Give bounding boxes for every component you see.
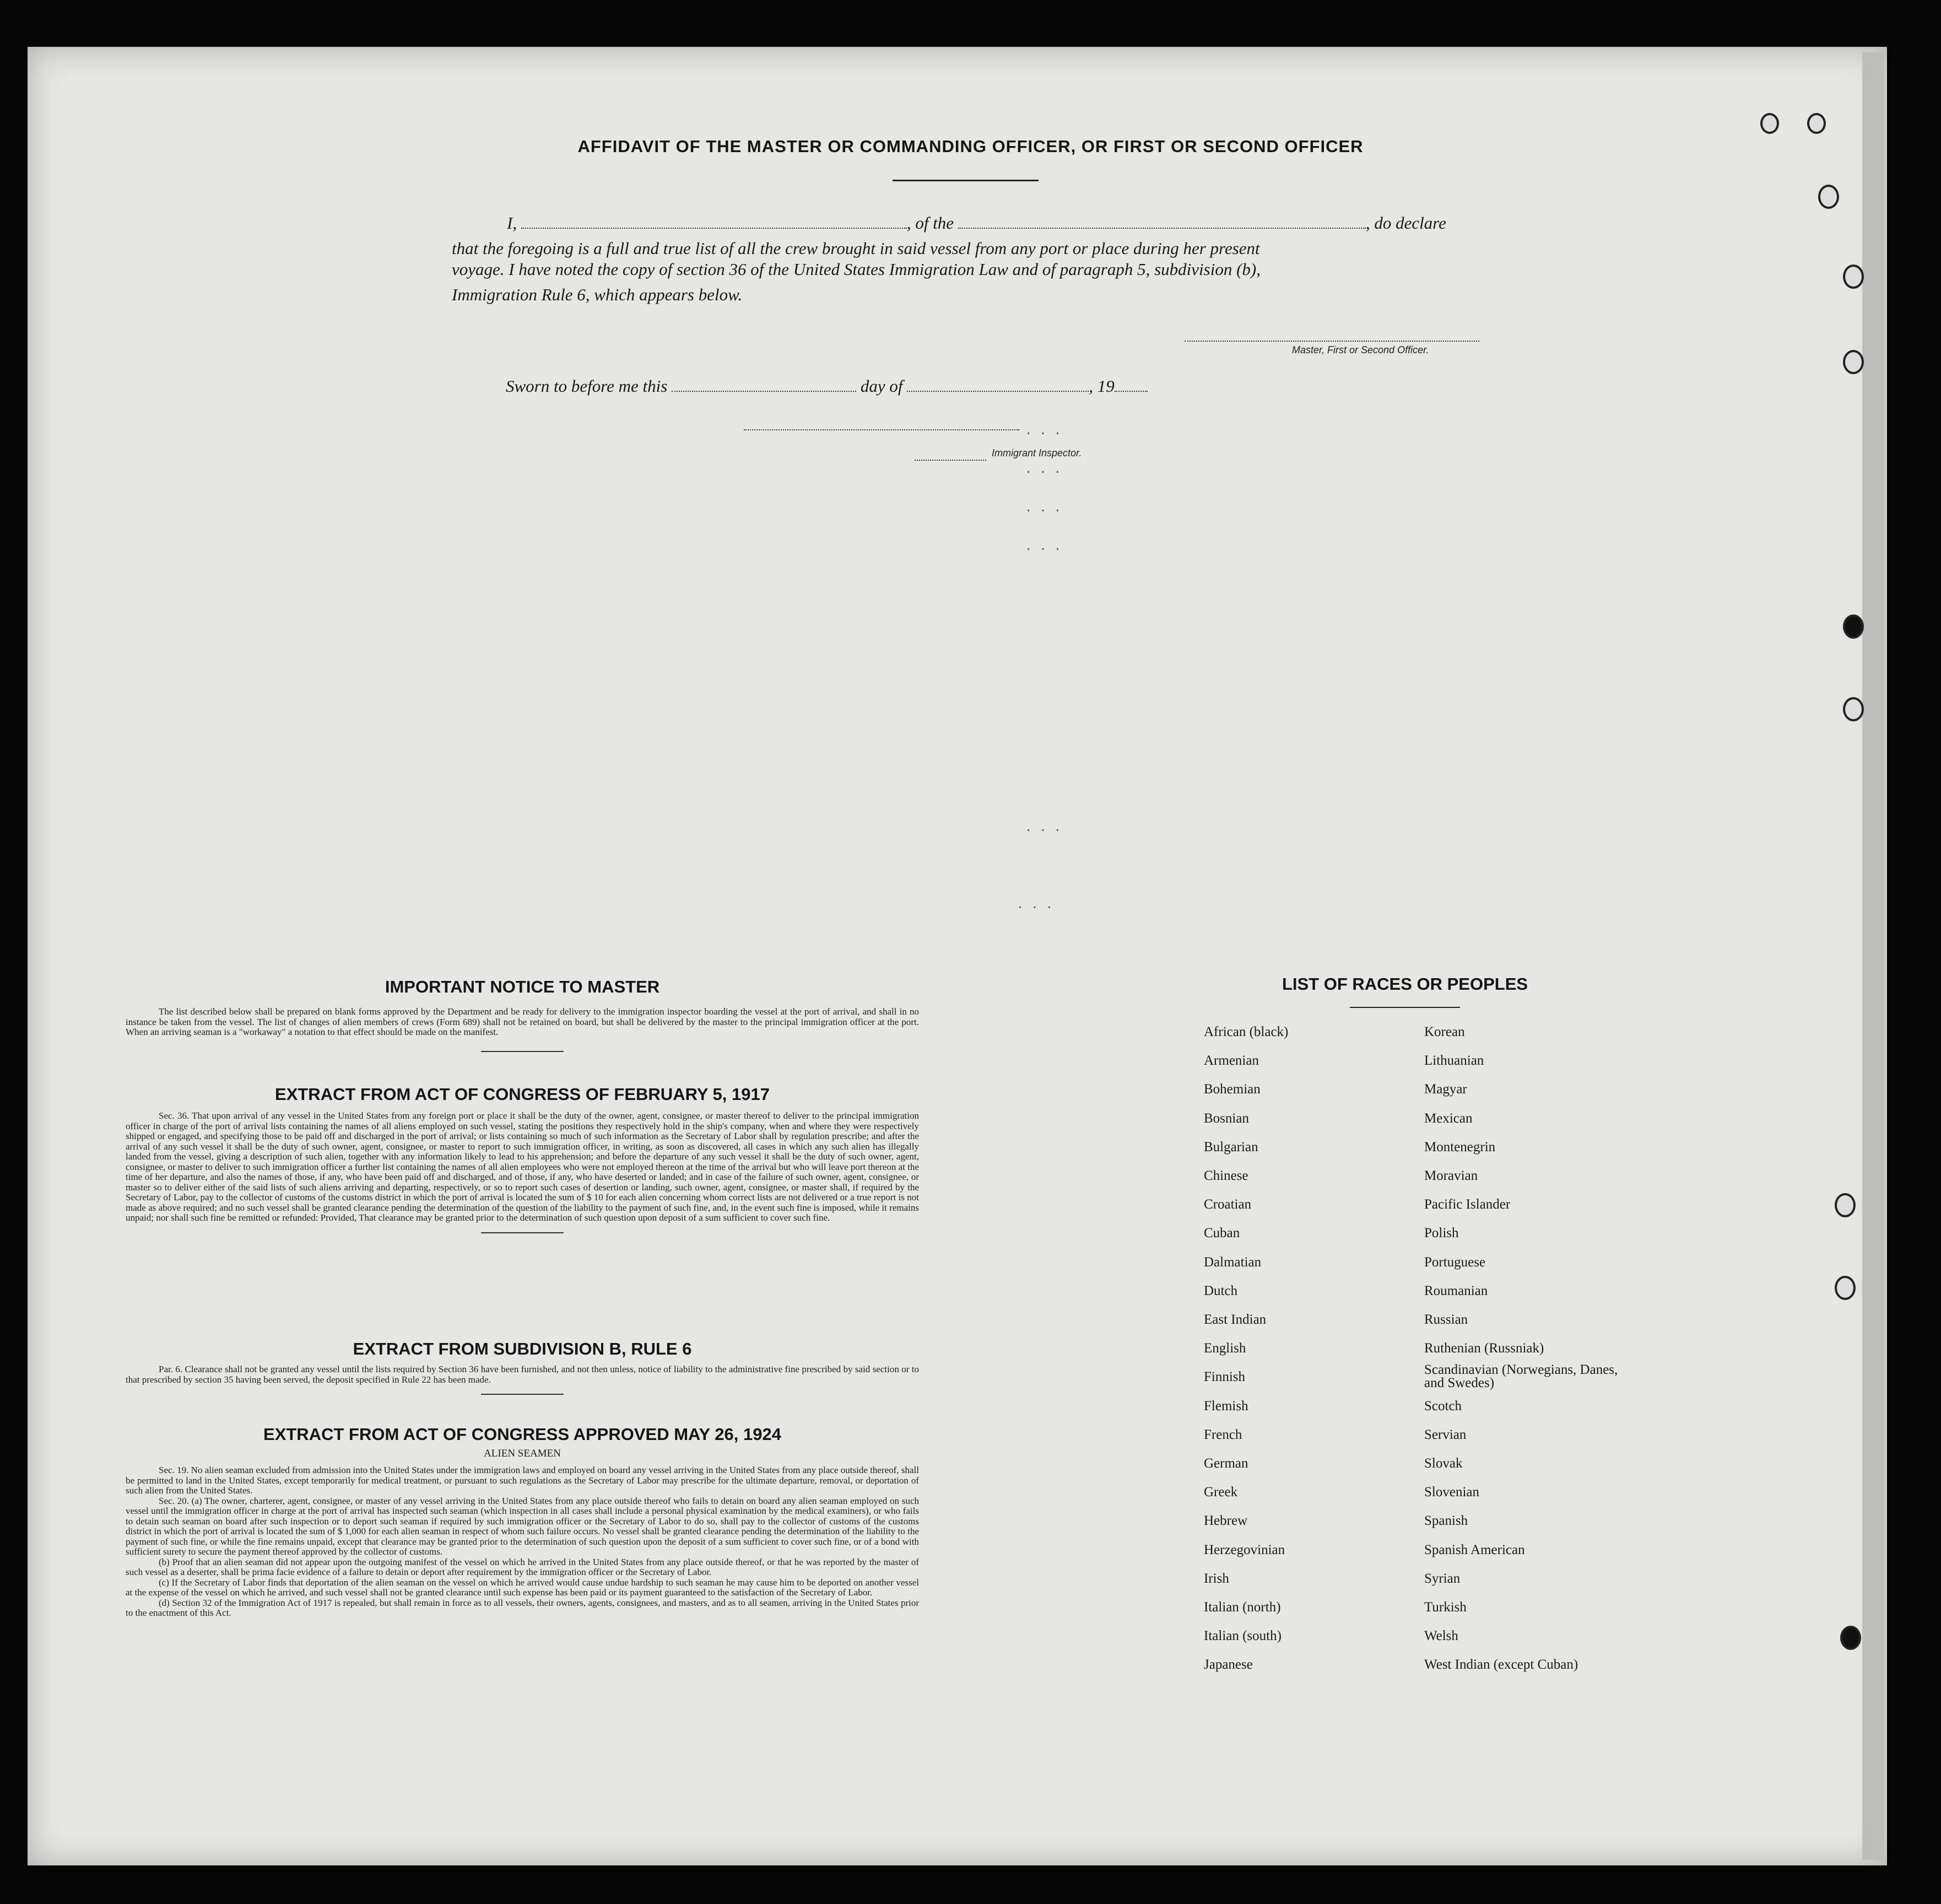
divider [893,180,1039,181]
master-signature-line[interactable] [1185,336,1479,342]
race-item: Italian (south) [1204,1628,1282,1644]
race-item: Bohemian [1204,1082,1261,1097]
notice-text: The list described below shall be prepared on blank forms approved by the Department and be ready for delivery to the immigration inspector boarding the vessel at the port of arrival, and shall in no instance be taken from the vessel. The list of changes of alien members of crews (Form 689) shall not be retained on board, but shall be delivered by the master to the principal immigration officer at the port. When an arriving seaman is a "workaway" a notation to that effect should be made on the manifest. [126,1006,919,1037]
races-title: LIST OF RACES OR PEOPLES [1282,974,1528,994]
race-item: Chinese [1204,1168,1248,1183]
race-item: Slovenian [1424,1485,1479,1500]
race-item: Welsh [1424,1628,1458,1644]
inspector-short-line [915,457,986,461]
do-declare-label: , do declare [1365,213,1446,233]
race-item: African (black) [1204,1024,1289,1039]
race-item: East Indian [1204,1312,1267,1327]
binder-hole [1818,185,1839,209]
race-item: Cuban [1204,1226,1240,1241]
race-item: Bosnian [1204,1110,1249,1126]
race-item: Lithuanian [1424,1053,1484,1069]
sworn-line [506,374,1536,399]
race-item: Pacific Islander [1424,1197,1511,1212]
divider [481,1232,564,1233]
of-the-label: , of the [906,213,954,233]
race-item: Montenegrin [1424,1139,1496,1155]
rule-6-text: Par. 6. Clearance shall not be granted any vessel until the lists required by Section 36 have been furnished, and not then unless, notice of liability to the administrative fine prescribed by said section or to that prescribed by section 35 having been served, the deposit specified in Rule 22 has been made. [126,1364,919,1385]
name-field[interactable] [521,228,907,229]
alien-seamen-subtitle: ALIEN SEAMEN [484,1448,561,1459]
race-item: Moravian [1424,1168,1478,1183]
race-item: Dutch [1204,1283,1238,1298]
race-item: Magyar [1424,1082,1467,1097]
race-item: Japanese [1204,1657,1253,1673]
rule-6-section [126,1339,919,1395]
inspector-signature-line[interactable] [744,427,1019,430]
sec-19-text: Sec. 19. No alien seaman excluded from admission into the United States under the immigration laws and employed on board any vessel arriving in the United States from any place outside thereof, shall be permitted to land in the United States, except temporarily for medical treatment, or pursuant to such regulations as the Secretary of Labor may prescribe for the ultimate departure, removal, or deportation of such alien from the United States. [126,1465,919,1496]
notice-title: IMPORTANT NOTICE TO MASTER [385,977,660,996]
affidavit-title: AFFIDAVIT OF THE MASTER OR COMMANDING OFFICER, OR FIRST OR SECOND OFFICER [577,137,1364,156]
race-item: English [1204,1341,1246,1356]
race-item: Spanish American [1424,1542,1525,1557]
race-item: Scotch [1424,1398,1462,1414]
extract-1917-text: Sec. 36. That upon arrival of any vessel in the United States from any foreign port or place it shall be the duty of the owner, agent, consignee, or master thereof to deliver to the principal immigration officer in charge of the port of arrival lists containing the names of all aliens employed on such vessel, stating the positions they respectively hold in the ship's company, when and where they were respectively shipped or engaged, and specifying those to be paid off and discharged in the port of arrival; or lists containing so much of such information as the Secretary of Labor shall by regulation prescribe; and after the arrival of any such vessel it shall be the duty of such owner, agent, consignee, or master to report to such immigration officer, in writing, as soon as discovered, all cases in which any such alien has illegally landed from the vessel, giving a description of such alien, together with any information likely to lead to his apprehension; and before the departure of any such vessel it shall be the duty of such owner, agent, consignee, or master to deliver to such immigration officer a further list containing the names of all alien employees who were not employed thereon at the time of the arrival but who will leave port thereon at the time of her departure, and also the names of those, if any, who have been paid off and discharged, and of those, if any, who have deserted or landed; and in case of the failure of such owner, agent, consignee, or master so to deliver either of the said lists of such aliens arriving and departing, respectively, or so to report such cases of desertion or landing, such owner, agent, consignee, or master shall, if required by the Secretary of Labor, pay to the collector of customs of the customs district in which the port of arrival is located the sum of $ 10 for each alien concerning whom correct lists are not delivered or a true report is not made as above required; and no such vessel shall be granted clearance pending the determination of the question of the liability to the payment of such fine, and, in the event such fine is imposed, while it remains unpaid; nor shall such fine be remitted or refunded: Provided, That clearance may be granted prior to the determination of such question upon deposit of a sum sufficient to cover such fine. [126,1110,919,1223]
month-field[interactable] [907,391,1089,392]
binder-hole [1835,1276,1856,1300]
i-label: I, [507,213,517,233]
race-item: French [1204,1427,1242,1442]
race-item: Mexican [1424,1110,1473,1126]
sec-20a-text: Sec. 20. (a) The owner, charterer, agent, consignee, or master of any vessel arriving in the United States from any place outside thereof who fails to detain on board any alien seaman employed on such vessel until the immigration officer in charge at the port of arrival has inspected such seaman (which inspection in all cases shall include a personal physical examination by the medical examiners), or who fails to detain such seaman on board after such inspection or to deport such seaman if required by such immigration officer or the Secretary of Labor to do so, shall pay to the collector of customs of the customs district in which the port of arrival is located the sum of $ 1,000 for each alien seaman in respect of whom such failure occurs. No vessel shall be granted clearance pending the determination of the liability to the payment of such fine, or while the fine remains unpaid, except that clearance may be granted prior to the determination of such question upon the deposit of a sum sufficient to cover such fine, or of a bond with sufficient surety to secure the payment thereof approved by the collector of customs. [126,1495,919,1557]
sworn-label: Sworn to before me this [506,376,668,396]
race-item: Portuguese [1424,1254,1486,1270]
extract-1917-title: EXTRACT FROM ACT OF CONGRESS OF FEBRUARY 5, 1917 [275,1085,770,1104]
race-item: Armenian [1204,1053,1259,1069]
year-label: , 19 [1089,376,1115,396]
year-field[interactable] [1115,391,1148,392]
race-item: Roumanian [1424,1283,1488,1298]
declaration-text-2: that the foregoing is a full and true list of all the crew brought in said vessel from any port or place during her present [452,239,1260,258]
race-item: Russian [1424,1312,1468,1327]
race-item: Spanish [1424,1513,1468,1529]
page-edge [1862,52,1884,1860]
race-item: Syrian [1424,1571,1461,1586]
divider [1350,1007,1460,1008]
binder-hole [1840,1626,1861,1650]
declaration-line-1 [452,211,1482,236]
day-of-label: day of [860,376,903,396]
race-item: German [1204,1456,1248,1471]
sec-20b-text: (b) Proof that an alien seaman did not appear upon the outgoing manifest of the vessel on which he arrived in the United States from any place outside thereof, or that he was reported by the master of such vessel as a deserter, shall be prima facie evidence of a failure to detain or deport after requirement by the immigration officer or the Secretary of Labor. [126,1556,919,1577]
divider [481,1051,564,1052]
race-item: Korean [1424,1024,1465,1039]
race-item: Bulgarian [1204,1139,1258,1155]
race-item: Ruthenian (Russniak) [1424,1341,1544,1356]
divider [481,1394,564,1395]
extract-1924-section [126,1425,919,1619]
binder-hole [1835,1193,1856,1217]
binder-hole [1807,113,1826,134]
sec-20d-text: (d) Section 32 of the Immigration Act of 1917 is repealed, but shall remain in force as to all vessels, their owners, agents, consignees, and masters, and as to all seamen, arriving in the United States prior to the enactment of this Act. [126,1597,919,1618]
binder-hole [1843,614,1864,639]
binder-hole [1843,697,1864,721]
notice-section [126,977,919,1052]
race-item: Scandinavian (Norwegians, Danes, and Swedes) [1424,1362,1618,1391]
extract-1917-section [126,1085,919,1233]
extract-1924-title: EXTRACT FROM ACT OF CONGRESS APPROVED MAY 26, 1924 [263,1425,781,1444]
race-item: Hebrew [1204,1513,1248,1529]
race-item: Italian (north) [1204,1600,1281,1615]
race-item: Irish [1204,1571,1229,1586]
declaration-text-3: voyage. I have noted the copy of section 36 of the United States Immigration Law and of paragraph 5, subdivision (b), [452,260,1261,279]
race-item: West Indian (except Cuban) [1424,1657,1578,1673]
race-item: Finnish [1204,1369,1246,1385]
race-item: Croatian [1204,1197,1252,1212]
race-item: Servian [1424,1427,1467,1442]
binder-hole [1843,350,1864,374]
vessel-field[interactable] [958,228,1366,229]
race-item: Polish [1424,1226,1459,1241]
declaration-text-4: Immigration Rule 6, which appears below. [452,285,743,304]
race-item: Dalmatian [1204,1254,1262,1270]
race-item: Flemish [1204,1398,1248,1414]
race-item: Greek [1204,1485,1238,1500]
binder-hole [1760,113,1779,134]
race-item: Turkish [1424,1600,1467,1615]
race-item: Herzegovinian [1204,1542,1285,1557]
race-item: Slovak [1424,1456,1463,1471]
binder-hole [1843,265,1864,289]
master-caption: Master, First or Second Officer. [1292,344,1429,355]
rule-6-title: EXTRACT FROM SUBDIVISION B, RULE 6 [353,1339,692,1358]
sec-20c-text: (c) If the Secretary of Labor finds that deportation of the alien seaman on the vessel on which he arrived would cause undue hardship to such seaman he may cause him to be deported on another vessel at the expense of the vessel on which he arrived, and such vessel shall not be granted clearance until such expense has been paid or its payment guaranteed to the satisfaction of the Secretary of Labor. [126,1577,919,1598]
inspector-caption: Immigrant Inspector. [992,447,1082,459]
day-field[interactable] [672,391,856,392]
